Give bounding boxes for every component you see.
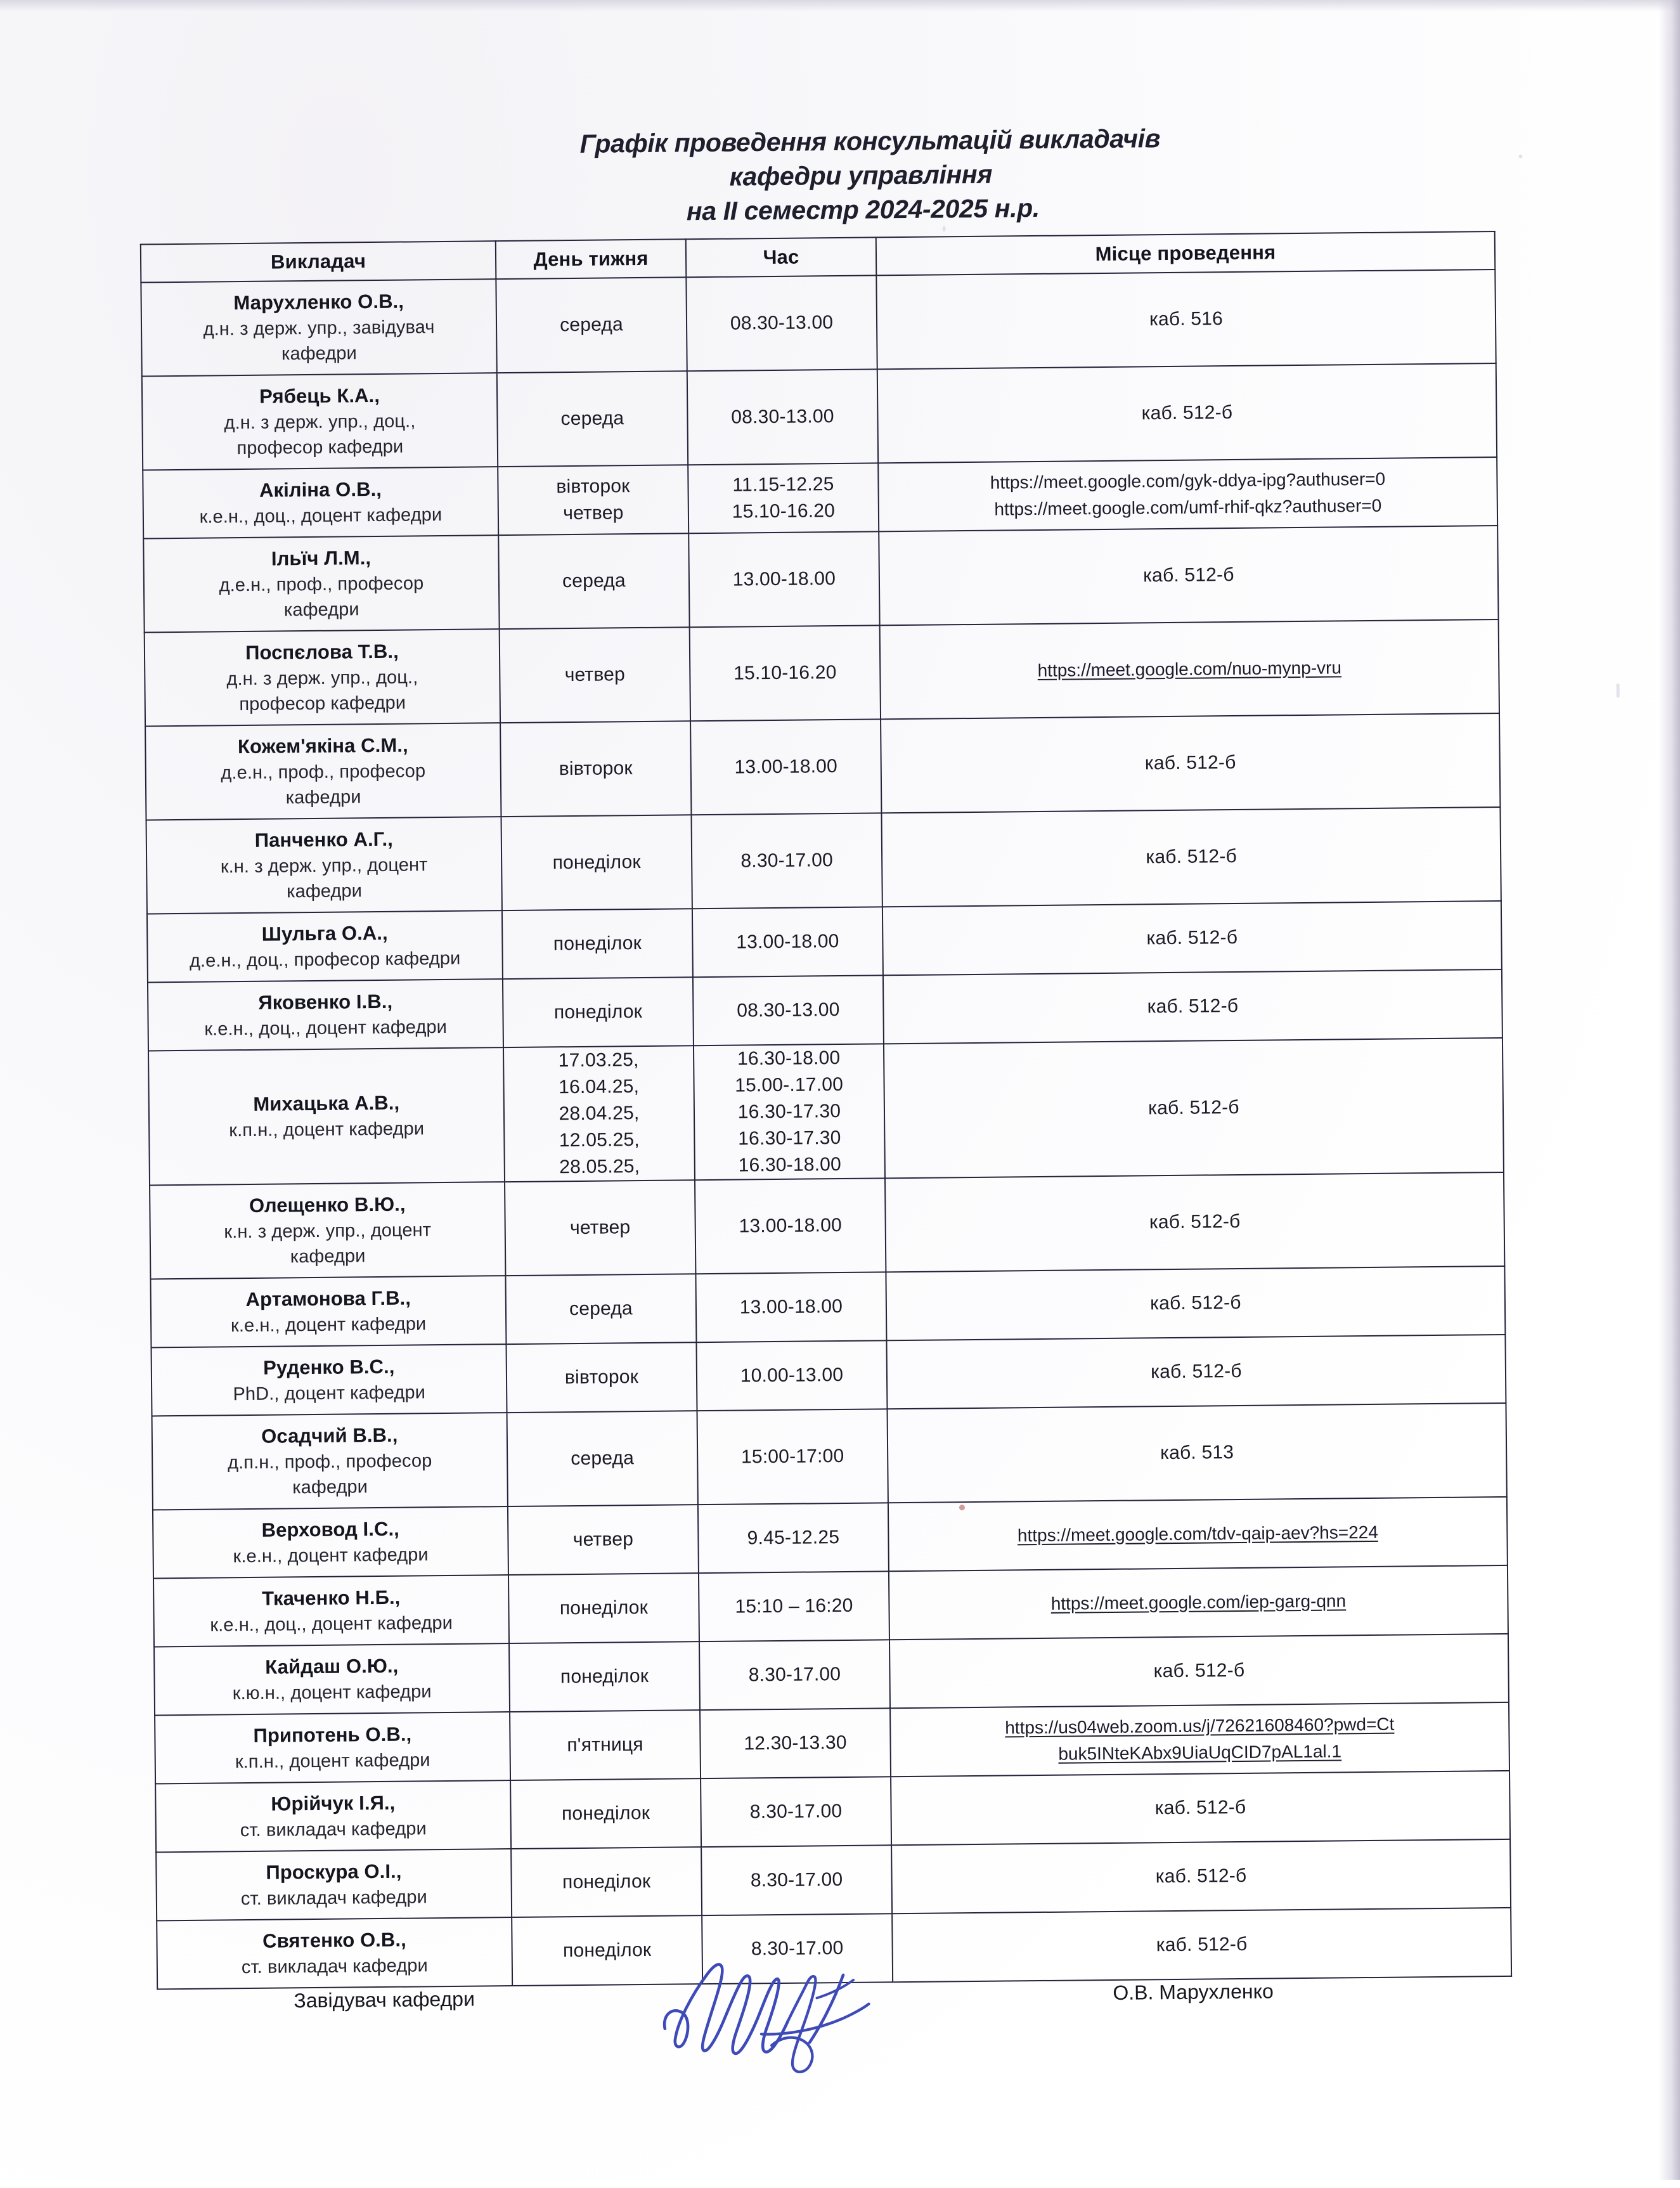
time-value: 8.30-17.00 xyxy=(751,1938,844,1960)
room-value: каб. 512-б xyxy=(1151,1360,1242,1383)
cell-place xyxy=(885,1172,1504,1272)
weekday-value: понеділок xyxy=(562,1939,652,1962)
cell-time xyxy=(700,1708,891,1778)
cell-place xyxy=(879,526,1498,625)
cell-place xyxy=(886,1266,1505,1340)
weekday-value: понеділок xyxy=(553,933,642,955)
teacher-name: Верховод І.С., xyxy=(261,1517,400,1541)
cell-teacher xyxy=(155,1712,510,1783)
table-row xyxy=(148,969,1502,1051)
table-row xyxy=(150,1172,1504,1279)
column-header-weekday: День тижня xyxy=(496,239,687,279)
table-row xyxy=(152,1335,1506,1416)
teacher-degree-position: д.н. з держ. упр., доц., професор кафедри xyxy=(226,667,418,715)
teacher-name: Припотень О.В., xyxy=(253,1723,412,1747)
teacher-degree-position: к.н. з держ. упр., доцент кафедри xyxy=(220,855,428,902)
time-value: 15:00-17:00 xyxy=(740,1445,844,1468)
weekday-value: вівторок xyxy=(559,758,633,780)
time-value: 8.30-17.00 xyxy=(740,850,834,872)
cell-teacher xyxy=(143,467,498,538)
room-value: каб. 512-б xyxy=(1146,845,1237,868)
cell-weekday xyxy=(503,1045,695,1182)
cell-weekday xyxy=(502,909,693,979)
cell-teacher xyxy=(153,1506,508,1578)
cell-place xyxy=(881,807,1501,907)
cell-weekday xyxy=(497,371,688,467)
room-value: каб. 512-б xyxy=(1155,1865,1247,1887)
cell-time xyxy=(699,1571,889,1641)
weekday-value: вівторок xyxy=(564,1366,639,1389)
weekday-value: середа xyxy=(562,570,626,592)
cell-weekday xyxy=(508,1573,699,1643)
handwritten-signature-icon xyxy=(653,1939,921,2087)
weekday-value: вівторок четвер xyxy=(556,476,630,524)
cell-place xyxy=(887,1403,1506,1503)
cell-place xyxy=(881,713,1500,813)
teacher-degree-position: к.е.н., доцент кафедри xyxy=(233,1544,429,1567)
room-value: каб. 512-б xyxy=(1148,1096,1239,1119)
table-row xyxy=(150,1266,1505,1347)
meeting-link[interactable]: https://meet.google.com/gyk-ddya-ipg?authuser=0 https://meet.google.com/umf-rhif-qkz?authuser=0 xyxy=(990,469,1386,519)
weekday-value: понеділок xyxy=(552,851,641,874)
teacher-name: Яковенко І.В., xyxy=(258,990,393,1014)
cell-time xyxy=(691,813,882,909)
table-row xyxy=(153,1565,1508,1647)
weekday-value: понеділок xyxy=(562,1870,651,1893)
cell-teacher xyxy=(155,1780,511,1852)
weekday-value: 17.03.25, 16.04.25, 28.04.25, 12.05.25, 28.05.25, xyxy=(558,1049,640,1178)
teacher-degree-position: д.е.н., проф., професор кафедри xyxy=(219,573,424,621)
cell-weekday xyxy=(501,815,692,910)
cell-teacher xyxy=(150,1182,505,1279)
teacher-degree-position: д.н. з держ. упр., завідувач кафедри xyxy=(203,317,435,365)
time-value: 12.30-13.30 xyxy=(744,1732,847,1754)
cell-teacher xyxy=(152,1413,508,1510)
cell-time xyxy=(690,719,881,815)
teacher-degree-position: д.е.н., проф., професор кафедри xyxy=(221,761,426,808)
teacher-degree-position: к.п.н., доцент кафедри xyxy=(229,1118,425,1141)
cell-teacher xyxy=(153,1575,509,1647)
time-value: 08.30-13.00 xyxy=(731,406,834,428)
room-value: каб. 512-б xyxy=(1141,402,1233,424)
teacher-name: Рябець К.А., xyxy=(259,384,380,408)
cell-place xyxy=(889,1634,1509,1708)
teacher-degree-position: к.н. з держ. упр., доцент кафедри xyxy=(224,1220,432,1267)
scan-speck xyxy=(1617,683,1620,697)
page-title xyxy=(0,116,1673,235)
cell-weekday xyxy=(496,277,687,373)
cell-weekday xyxy=(505,1274,696,1344)
cell-weekday xyxy=(498,533,689,629)
cell-place xyxy=(882,901,1502,975)
teacher-name: Артамонова Г.В., xyxy=(245,1286,411,1311)
cell-time xyxy=(688,463,879,533)
table-row xyxy=(145,619,1499,726)
weekday-value: четвер xyxy=(569,1217,631,1239)
cell-place xyxy=(889,1565,1508,1640)
table-row xyxy=(153,1497,1508,1578)
signature-block xyxy=(10,1954,1680,2116)
cell-place xyxy=(890,1702,1509,1777)
cell-teacher xyxy=(141,279,496,376)
time-value: 8.30-17.00 xyxy=(749,1801,843,1823)
signature-role-label: Завідувач кафедри xyxy=(294,1987,475,2012)
cell-place xyxy=(886,1335,1506,1409)
cell-teacher xyxy=(145,723,501,820)
cell-weekday xyxy=(510,1710,701,1780)
table-row xyxy=(145,713,1500,820)
cell-time xyxy=(692,907,883,977)
weekday-value: п'ятниця xyxy=(567,1734,643,1756)
cell-time xyxy=(694,1044,885,1180)
table-row xyxy=(155,1771,1510,1852)
cell-weekday xyxy=(507,1411,698,1506)
cell-weekday xyxy=(511,1847,702,1917)
cell-teacher xyxy=(142,373,498,470)
table-row xyxy=(142,363,1497,470)
room-value: каб. 512-б xyxy=(1146,926,1238,949)
column-header-place: Місце проведення xyxy=(876,231,1496,275)
time-value: 10.00-13.00 xyxy=(740,1364,844,1387)
table-row xyxy=(146,807,1501,914)
time-value: 8.30-17.00 xyxy=(750,1869,843,1891)
meeting-link[interactable]: https://us04web.zoom.us/j/72621608460?pwd=Ct buk5INteKAbx9UiaUqCID7pAL1al.1 xyxy=(1005,1714,1395,1764)
cell-time xyxy=(695,1178,886,1274)
scan-speck xyxy=(1519,155,1523,159)
cell-time xyxy=(693,975,884,1045)
teacher-name: Осадчий В.В., xyxy=(261,1423,398,1447)
cell-teacher xyxy=(152,1344,507,1416)
teacher-degree-position: к.е.н., доц., доцент кафедри xyxy=(204,1016,448,1040)
teacher-name: Поспєлова Т.В., xyxy=(245,640,399,664)
teacher-degree-position: к.п.н., доцент кафедри xyxy=(235,1750,430,1773)
time-value: 13.00-18.00 xyxy=(736,931,839,953)
teacher-name: Кожем'якіна С.М., xyxy=(237,734,408,758)
teacher-name: Юрійчук І.Я., xyxy=(271,1791,396,1815)
cell-place xyxy=(880,619,1499,719)
room-value: каб. 512-б xyxy=(1153,1659,1245,1682)
time-value: 08.30-13.00 xyxy=(737,999,840,1021)
time-value: 13.00-18.00 xyxy=(739,1295,843,1318)
title-line-2: кафедри управління xyxy=(729,159,993,191)
cell-weekday xyxy=(505,1180,695,1276)
room-value: каб. 512-б xyxy=(1149,1291,1241,1314)
table-row xyxy=(147,901,1502,982)
scan-speck xyxy=(943,226,946,231)
cell-place xyxy=(876,269,1496,369)
cell-weekday xyxy=(503,977,694,1047)
cell-time xyxy=(687,369,878,465)
cell-teacher xyxy=(147,910,503,982)
time-value: 15:10 – 16:20 xyxy=(735,1595,853,1617)
cell-time xyxy=(701,1777,891,1847)
cell-weekday xyxy=(500,721,691,817)
cell-weekday xyxy=(498,465,688,535)
teacher-name: Святенко О.В., xyxy=(262,1928,406,1952)
cell-teacher xyxy=(154,1643,510,1715)
teacher-degree-position: PhD., доцент кафедри xyxy=(233,1382,426,1405)
cell-teacher xyxy=(146,817,502,914)
teacher-degree-position: ст. викладач кафедри xyxy=(240,1887,427,1910)
teacher-degree-position: ст. викладач кафедри xyxy=(240,1818,427,1841)
teacher-name: Панченко А.Г., xyxy=(254,827,394,851)
teacher-name: Ільїч Л.М., xyxy=(271,547,372,570)
cell-weekday xyxy=(510,1778,701,1849)
cell-place xyxy=(891,1771,1510,1845)
cell-weekday xyxy=(509,1641,700,1712)
scan-speck xyxy=(959,1505,965,1510)
room-value: каб. 512-б xyxy=(1147,995,1239,1018)
cell-time xyxy=(698,1503,889,1573)
teacher-degree-position: д.п.н., проф., професор кафедри xyxy=(227,1451,432,1498)
meeting-link[interactable]: https://meet.google.com/iep-garg-qnn xyxy=(1050,1591,1347,1614)
title-line-3: на II семестр 2024-2025 н.р. xyxy=(686,193,1040,226)
teacher-name: Руденко В.С., xyxy=(262,1355,395,1379)
weekday-value: четвер xyxy=(572,1529,634,1551)
teacher-degree-position: к.е.н., доц., доцент кафедри xyxy=(199,504,443,528)
teacher-name: Проскура О.І., xyxy=(266,1860,402,1884)
cell-place xyxy=(888,1497,1508,1571)
cell-weekday xyxy=(500,627,690,723)
meeting-link[interactable]: https://meet.google.com/nuo-mynp-vru xyxy=(1037,657,1342,680)
room-value: каб. 516 xyxy=(1149,308,1224,330)
time-value: 8.30-17.00 xyxy=(748,1664,841,1686)
cell-time xyxy=(697,1409,888,1505)
time-value: 15.10-16.20 xyxy=(733,662,837,684)
cell-weekday xyxy=(506,1342,697,1413)
teacher-name: Ткаченко Н.Б., xyxy=(262,1586,401,1610)
weekday-value: середа xyxy=(569,1298,633,1320)
cell-teacher xyxy=(148,1047,505,1185)
teacher-degree-position: к.ю.н., доцент кафедри xyxy=(232,1681,432,1704)
weekday-value: середа xyxy=(560,408,624,430)
cell-time xyxy=(688,531,879,627)
table-row xyxy=(143,457,1497,538)
table-row xyxy=(152,1403,1507,1510)
room-value: каб. 512-б xyxy=(1142,564,1234,586)
time-value: 9.45-12.25 xyxy=(747,1527,840,1549)
time-value: 08.30-13.00 xyxy=(730,312,834,334)
teacher-name: Шульга О.А., xyxy=(261,921,388,945)
cell-time xyxy=(695,1272,886,1342)
weekday-value: середа xyxy=(559,314,624,336)
weekday-value: понеділок xyxy=(553,1000,643,1023)
table-row xyxy=(143,526,1498,632)
teacher-degree-position: к.е.н., доц., доцент кафедри xyxy=(210,1612,453,1636)
cell-time xyxy=(690,625,881,721)
weekday-value: понеділок xyxy=(559,1596,649,1619)
column-header-teacher: Викладач xyxy=(141,241,496,282)
table-row xyxy=(141,269,1496,376)
time-value: 11.15-12.25 15.10-16.20 xyxy=(732,474,836,522)
teacher-name: Акіліна О.В., xyxy=(259,477,382,502)
cell-place xyxy=(891,1839,1511,1913)
teacher-degree-position: к.е.н., доцент кафедри xyxy=(230,1314,427,1337)
weekday-value: середа xyxy=(571,1447,635,1470)
time-value: 13.00-18.00 xyxy=(739,1214,843,1237)
room-value: каб. 512-б xyxy=(1154,1796,1246,1819)
weekday-value: четвер xyxy=(564,664,626,686)
teacher-degree-position: д.е.н., доц., професор кафедри xyxy=(189,948,461,971)
time-value: 13.00-18.00 xyxy=(732,568,836,590)
time-value: 16.30-18.00 15.00-.17.00 16.30-17.30 16.30-17.30 16.30-18.00 xyxy=(734,1047,844,1176)
room-value: каб. 512-б xyxy=(1144,751,1236,774)
table-row xyxy=(148,1038,1504,1185)
cell-time xyxy=(686,275,877,371)
cell-place xyxy=(883,969,1502,1044)
schedule-table-body xyxy=(141,269,1511,1989)
cell-place xyxy=(877,363,1497,463)
cell-teacher xyxy=(156,1849,512,1920)
cell-teacher xyxy=(143,535,499,632)
room-value: каб. 512-б xyxy=(1149,1210,1241,1233)
cell-teacher xyxy=(150,1276,506,1347)
table-row xyxy=(154,1634,1509,1715)
weekday-value: понеділок xyxy=(561,1802,650,1825)
cell-time xyxy=(696,1340,887,1411)
teacher-name: Михацька А.В., xyxy=(253,1091,400,1115)
teacher-name: Кайдаш О.Ю., xyxy=(265,1654,399,1678)
title-line-1: Графік проведення консультацій викладачів xyxy=(579,124,1161,159)
time-value: 13.00-18.00 xyxy=(734,756,838,778)
cell-weekday xyxy=(508,1505,699,1575)
weekday-value: понеділок xyxy=(560,1665,649,1688)
cell-place xyxy=(884,1038,1504,1178)
table-row xyxy=(155,1702,1509,1783)
cell-time xyxy=(701,1845,892,1915)
cell-teacher xyxy=(148,979,503,1051)
consultation-schedule-table xyxy=(140,231,1512,1990)
meeting-link[interactable]: https://meet.google.com/tdv-qaip-aev?hs=224 xyxy=(1017,1522,1378,1546)
cell-place xyxy=(878,457,1497,531)
column-header-time: Час xyxy=(686,237,877,277)
cell-time xyxy=(699,1640,890,1710)
teacher-degree-position: ст. викладач кафедри xyxy=(241,1955,429,1978)
teacher-name: Олещенко В.Ю., xyxy=(249,1193,406,1217)
teacher-name: Марухленко О.В., xyxy=(233,290,404,314)
room-value: каб. 513 xyxy=(1160,1442,1234,1464)
teacher-degree-position: д.н. з держ. упр., доц., професор кафедри xyxy=(224,411,416,459)
table-row xyxy=(156,1839,1511,1920)
cell-teacher xyxy=(145,629,500,726)
signer-name: О.В. Марухленко xyxy=(1113,1979,1274,2004)
schedule-table-container xyxy=(140,231,1511,1990)
room-value: каб. 512-б xyxy=(1156,1933,1248,1956)
